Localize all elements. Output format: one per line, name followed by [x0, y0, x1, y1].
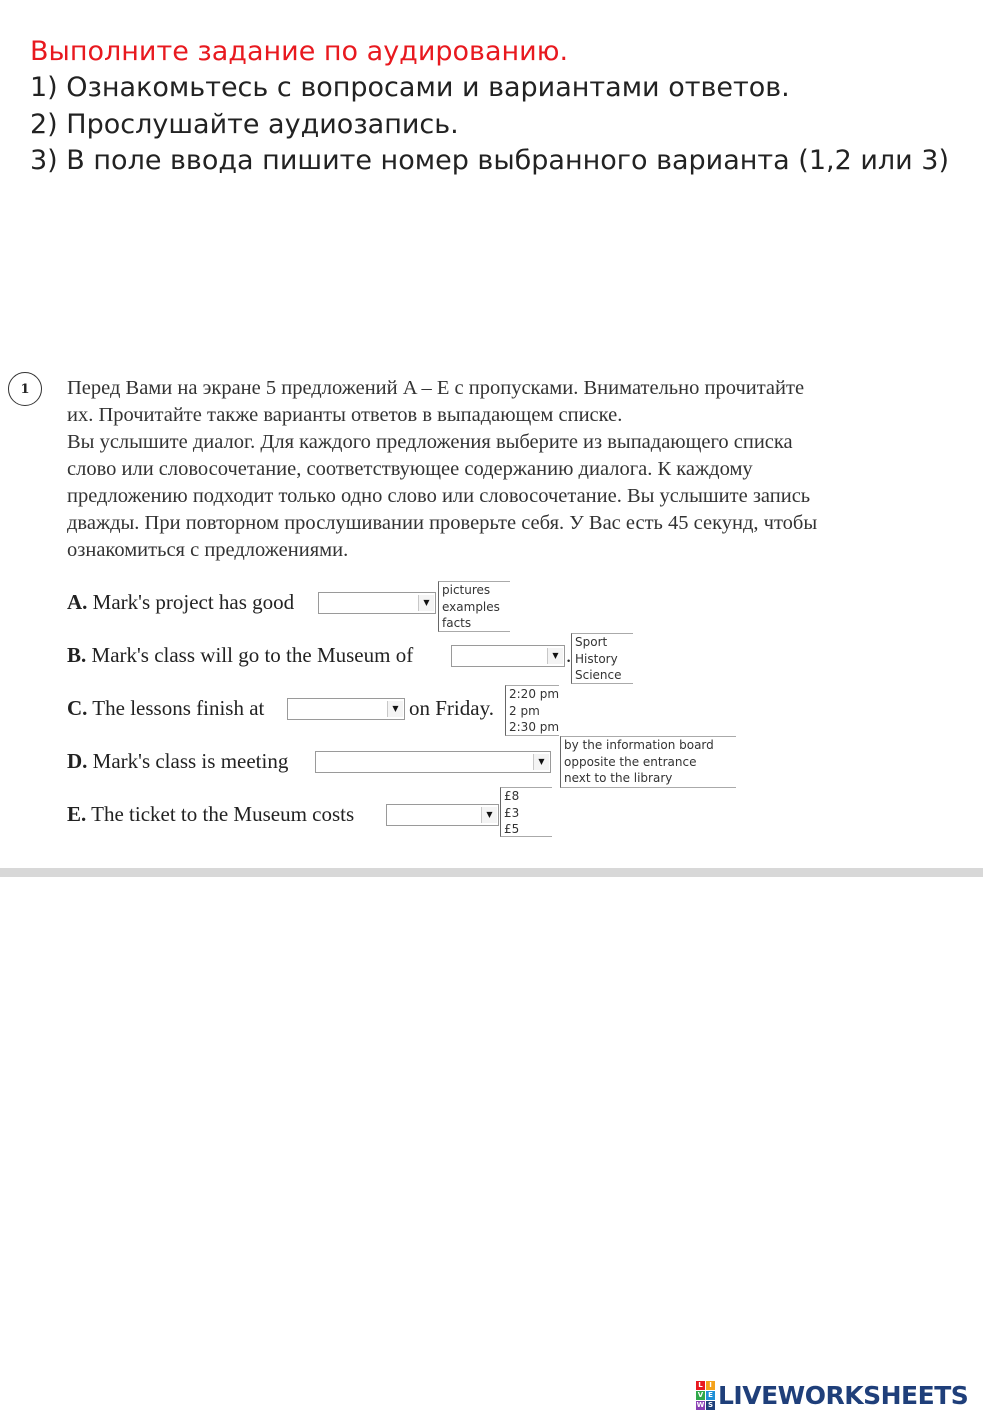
option-b-3: Science: [575, 668, 622, 682]
answer-d-dropdown[interactable]: [315, 751, 551, 773]
logo-tile: L: [696, 1381, 705, 1390]
liveworksheets-logo-icon: [696, 1381, 715, 1410]
option-c-2: 2 pm: [509, 703, 540, 718]
option-c-1: 2:20 pm: [509, 687, 560, 701]
answer-c-dropdown[interactable]: [287, 698, 405, 720]
task-paragraph-line-3: Вы услышите диалог. Для каждого предложения выберите из выпадающего списка: [67, 431, 793, 453]
options-a: [438, 581, 510, 632]
chevron-down-icon: ▼: [533, 754, 549, 770]
sentence-a-letter: A.: [67, 590, 88, 614]
liveworksheets-logo-text: LIVEWORKSHEETS: [718, 1380, 969, 1410]
task-paragraph-line-7: ознакомиться с предложениями.: [67, 539, 349, 561]
option-c-3: 2:30 pm: [509, 720, 560, 734]
task-block: [0, 355, 985, 875]
option-d-1: by the information board: [564, 738, 714, 752]
options-d: [560, 736, 736, 788]
logo-tile: E: [706, 1391, 715, 1400]
instruction-title: Выполните задание по аудированию.: [30, 36, 569, 67]
instruction-step-1: 1) Ознакомьтесь с вопросами и вариантами ответов.: [30, 72, 790, 103]
option-d-3: next to the library: [564, 771, 673, 785]
option-b-2: History: [575, 651, 618, 666]
sentence-d-letter: D.: [67, 749, 88, 773]
task-paragraph-line-1: Перед Вами на экране 5 предложений A – E с пропусками. Внимательно прочитайте: [67, 377, 805, 399]
task-paragraph-line-6: дважды. При повторном прослушивании проверьте себя. У Вас есть 45 секунд, чтобы: [67, 512, 818, 534]
liveworksheets-logo: [696, 1380, 968, 1410]
sentence-c-letter: C.: [67, 696, 88, 720]
instruction-step-2: 2) Прослушайте аудиозапись.: [30, 109, 459, 140]
sentence-e: [67, 801, 354, 827]
option-e-2: £3: [504, 805, 520, 820]
task-paragraph-line-2: их. Прочитайте также варианты ответов в выпадающем списке.: [67, 404, 623, 426]
sentence-b-period: .: [566, 643, 572, 667]
option-a-3: facts: [442, 616, 472, 630]
chevron-down-icon: ▼: [387, 701, 403, 717]
option-d-2: opposite the entrance: [564, 754, 697, 769]
sentence-e-letter: E.: [67, 802, 87, 826]
logo-tile: V: [697, 1390, 704, 1399]
task-paragraph-line-4: слово или словосочетание, соответствующее содержанию диалога. К каждому: [67, 458, 753, 480]
option-b-1: Sport: [575, 635, 608, 649]
sentence-c-text: The lessons finish at: [87, 696, 265, 720]
logo-tile: W: [696, 1400, 705, 1409]
chevron-down-icon: ▼: [547, 648, 563, 664]
sentence-b: [67, 642, 413, 668]
option-a-2: examples: [442, 599, 500, 614]
sentence-d-text: Mark's class is meeting: [87, 749, 289, 773]
sentence-c-after: on Friday.: [409, 696, 494, 720]
logo-tile: S: [707, 1400, 714, 1409]
option-e-3: £5: [504, 822, 520, 836]
option-e-1: £8: [504, 789, 520, 803]
chevron-down-icon: ▼: [418, 595, 434, 611]
options-c: [505, 685, 559, 736]
answer-a-dropdown[interactable]: [318, 592, 436, 614]
sentence-b-letter: B.: [67, 643, 87, 667]
task-number: 1: [8, 372, 42, 406]
options-e: [500, 787, 552, 837]
logo-tile: I: [706, 1381, 715, 1390]
answer-e-dropdown[interactable]: [386, 804, 499, 826]
option-a-1: pictures: [442, 583, 491, 597]
chevron-down-icon: ▼: [481, 807, 497, 823]
options-b: [571, 633, 633, 684]
sentence-a: [67, 589, 294, 615]
answer-b-dropdown[interactable]: [451, 645, 565, 667]
sentence-e-text: The ticket to the Museum costs: [86, 802, 355, 826]
task-paragraph-line-5: предложению подходит только одно слово или словосочетание. Вы услышите запись: [67, 485, 811, 507]
sentence-b-text: Mark's class will go to the Museum of: [86, 643, 414, 667]
sentence-c: [67, 695, 264, 721]
sentence-d: [67, 748, 288, 774]
sentence-a-text: Mark's project has good: [87, 590, 295, 614]
instruction-step-3: 3) В поле ввода пишите номер выбранного варианта (1,2 или 3): [30, 145, 949, 176]
section-divider: [0, 868, 983, 877]
